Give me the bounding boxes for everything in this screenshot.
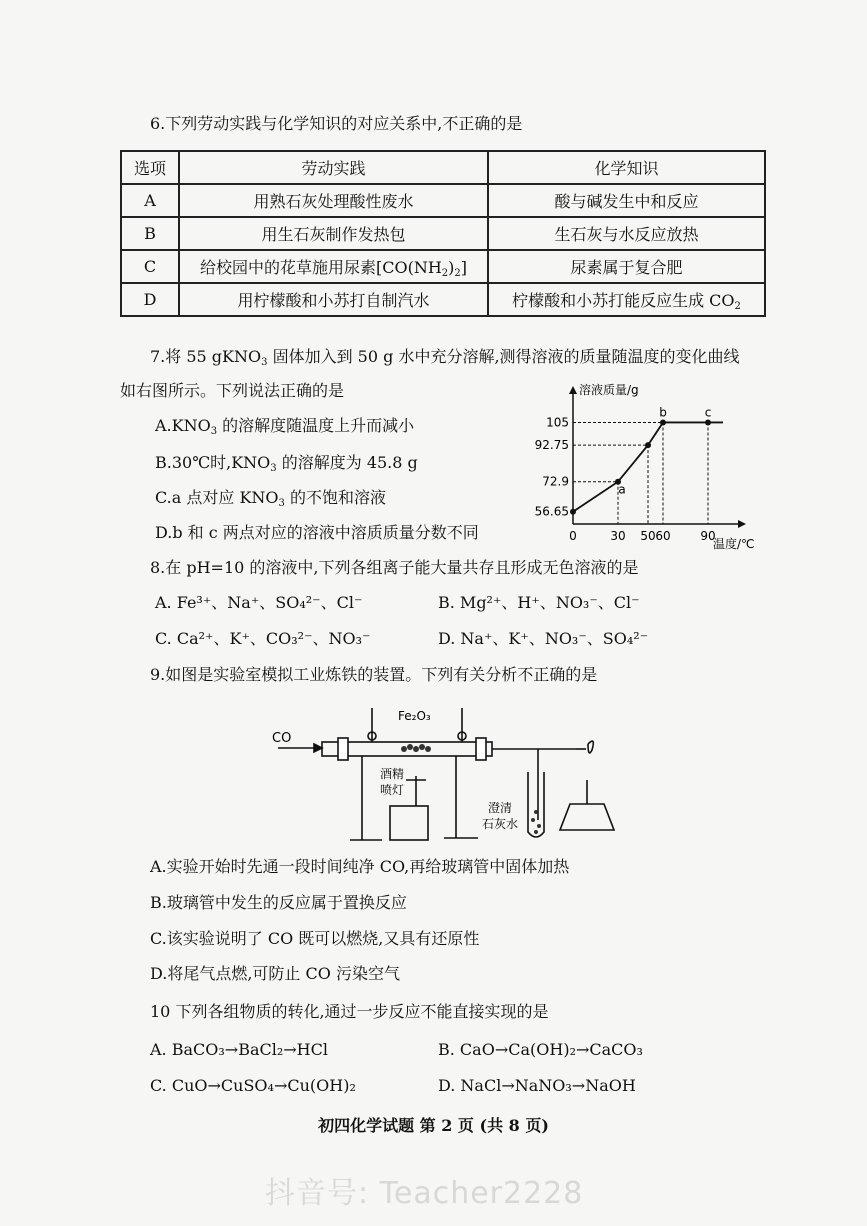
header-option: 选项 [121,151,179,184]
point-label-c: c [704,405,712,420]
q7-option-d: D.b 和 c 两点对应的溶液中溶质质量分数不同 [155,523,479,542]
header-knowledge: 化学知识 [488,151,765,184]
q8-option-b: B. Mg²⁺、H⁺、NO₃⁻、Cl⁻ [438,593,640,612]
q9-option-c: C.该实验说明了 CO 既可以燃烧,又具有还原性 [150,929,480,948]
q10-option-b: B. CaO→Ca(OH)₂→CaCO₃ [438,1040,643,1059]
q8-option-a: A. Fe³⁺、Na⁺、SO₄²⁻、Cl⁻ [155,593,363,612]
burner-lamp-body [560,804,614,830]
row-option: C [121,250,179,283]
q6-table [120,150,766,317]
lamp-label-2: 喷灯 [380,783,405,797]
alcohol-lamp-body [390,806,428,840]
lamp-label-1: 酒精 [380,767,405,781]
y-axis-label: 溶液质量/g [579,383,639,397]
q10-option-a: A. BaCO₃→BaCl₂→HCl [150,1040,328,1059]
row-knowledge: 柠檬酸和小苏打能反应生成 $CO_2$ [488,283,765,316]
row-option: A [121,184,179,217]
row-practice: 用柠檬酸和小苏打自制汽水 [179,283,488,316]
q7-stem-line2: 如右图所示。下列说法正确的是 [120,381,345,400]
co-label: CO [272,731,292,746]
x-tick-label: 30 [610,529,626,543]
x-axis-label: 温度/℃ [713,537,755,550]
q10-stem: 10 下列各组物质的转化,通过一步反应不能直接实现的是 [150,1002,549,1021]
table-header-row [121,151,765,184]
q9-option-d: D.将尾气点燃,可防止 CO 污染空气 [150,964,400,983]
x-axis-arrow-icon [738,520,746,528]
row-option: B [121,217,179,250]
tube-stopper-left [338,738,348,760]
q6-stem: 6.下列劳动实践与化学知识的对应关系中,不正确的是 [150,114,523,133]
page-footer: 初四化学试题 第 2 页 (共 8 页) [318,1116,549,1135]
row-knowledge: 酸与碱发生中和反应 [488,184,765,217]
data-point [570,509,576,515]
arrow-head-icon [314,744,322,752]
x-tick-label: 90 [700,529,716,543]
limewater-test-tube [528,772,544,837]
q9-stem: 9.如图是实验室模拟工业炼铁的装置。下列有关分析不正确的是 [150,665,598,684]
y-tick-label: 56.65 [534,504,569,519]
point-label-b: b [659,405,667,420]
y-tick-label: 92.75 [534,438,569,453]
point-label-a: a [618,482,626,497]
y-axis-arrow-icon [569,386,577,394]
header-practice: 劳动实践 [179,151,488,184]
x-tick-label: 60 [655,529,671,543]
data-point [705,419,711,425]
q8-option-d: D. Na⁺、K⁺、NO₃⁻、SO₄²⁻ [438,629,649,648]
table-row [121,283,765,316]
row-practice: 给校园中的花草施用尿素$[CO(NH_2)_2]$ [179,250,488,283]
q10-option-c: C. CuO→CuSO₄→Cu(OH)₂ [150,1076,356,1095]
q8-stem: 8.在 pH=10 的溶液中,下列各组离子能大量共存且形成无色溶液的是 [150,558,639,577]
row-knowledge: 生石灰与水反应放热 [488,217,765,250]
ironmaking-apparatus-diagram [270,700,650,848]
limewater-label-1: 澄清 [488,801,513,815]
q9-option-b: B.玻璃管中发生的反应属于置换反应 [150,893,407,912]
data-point [660,419,666,425]
q7-solution-mass-chart [525,378,770,550]
table-row [121,250,765,283]
x-tick-label: 0 [569,529,577,543]
q7-stem-line1: 7.将 55 gKNO$_3$ 固体加入到 50 g 水中充分溶解,测得溶液的质量随温度的变化曲线 [150,347,740,368]
y-tick-label: 72.9 [542,474,569,489]
y-tick-label: 105 [546,415,569,430]
q8-option-c: C. Ca²⁺、K⁺、CO₃²⁻、NO₃⁻ [155,629,371,648]
table-row [121,184,765,217]
x-tick-label: 50 [640,529,656,543]
row-knowledge: 尿素属于复合肥 [488,250,765,283]
q7-option-c: C.a 点对应 $KNO_3$ 的不饱和溶液 [155,488,387,509]
watermark: 抖音号: Teacher2228 [265,1176,584,1211]
row-option: D [121,283,179,316]
data-point [645,442,651,448]
row-practice: 用熟石灰处理酸性废水 [179,184,488,217]
fe2o3-label: Fe₂O₃ [398,709,431,723]
q9-option-a: A.实验开始时先通一段时间纯净 CO,再给玻璃管中固体加热 [150,857,570,876]
row-practice: 用生石灰制作发热包 [179,217,488,250]
q7-option-b: B.30℃时$,KNO_3$ 的溶解度为 45.8 g [155,453,418,474]
tube-stopper-right [476,738,486,760]
limewater-label-2: 石灰水 [482,817,519,831]
flame-icon [588,741,593,753]
q10-option-d: D. NaCl→NaNO₃→NaOH [438,1076,636,1095]
table-row [121,217,765,250]
q7-option-a: $A.KNO_3$ 的溶解度随温度上升而减小 [155,416,415,437]
